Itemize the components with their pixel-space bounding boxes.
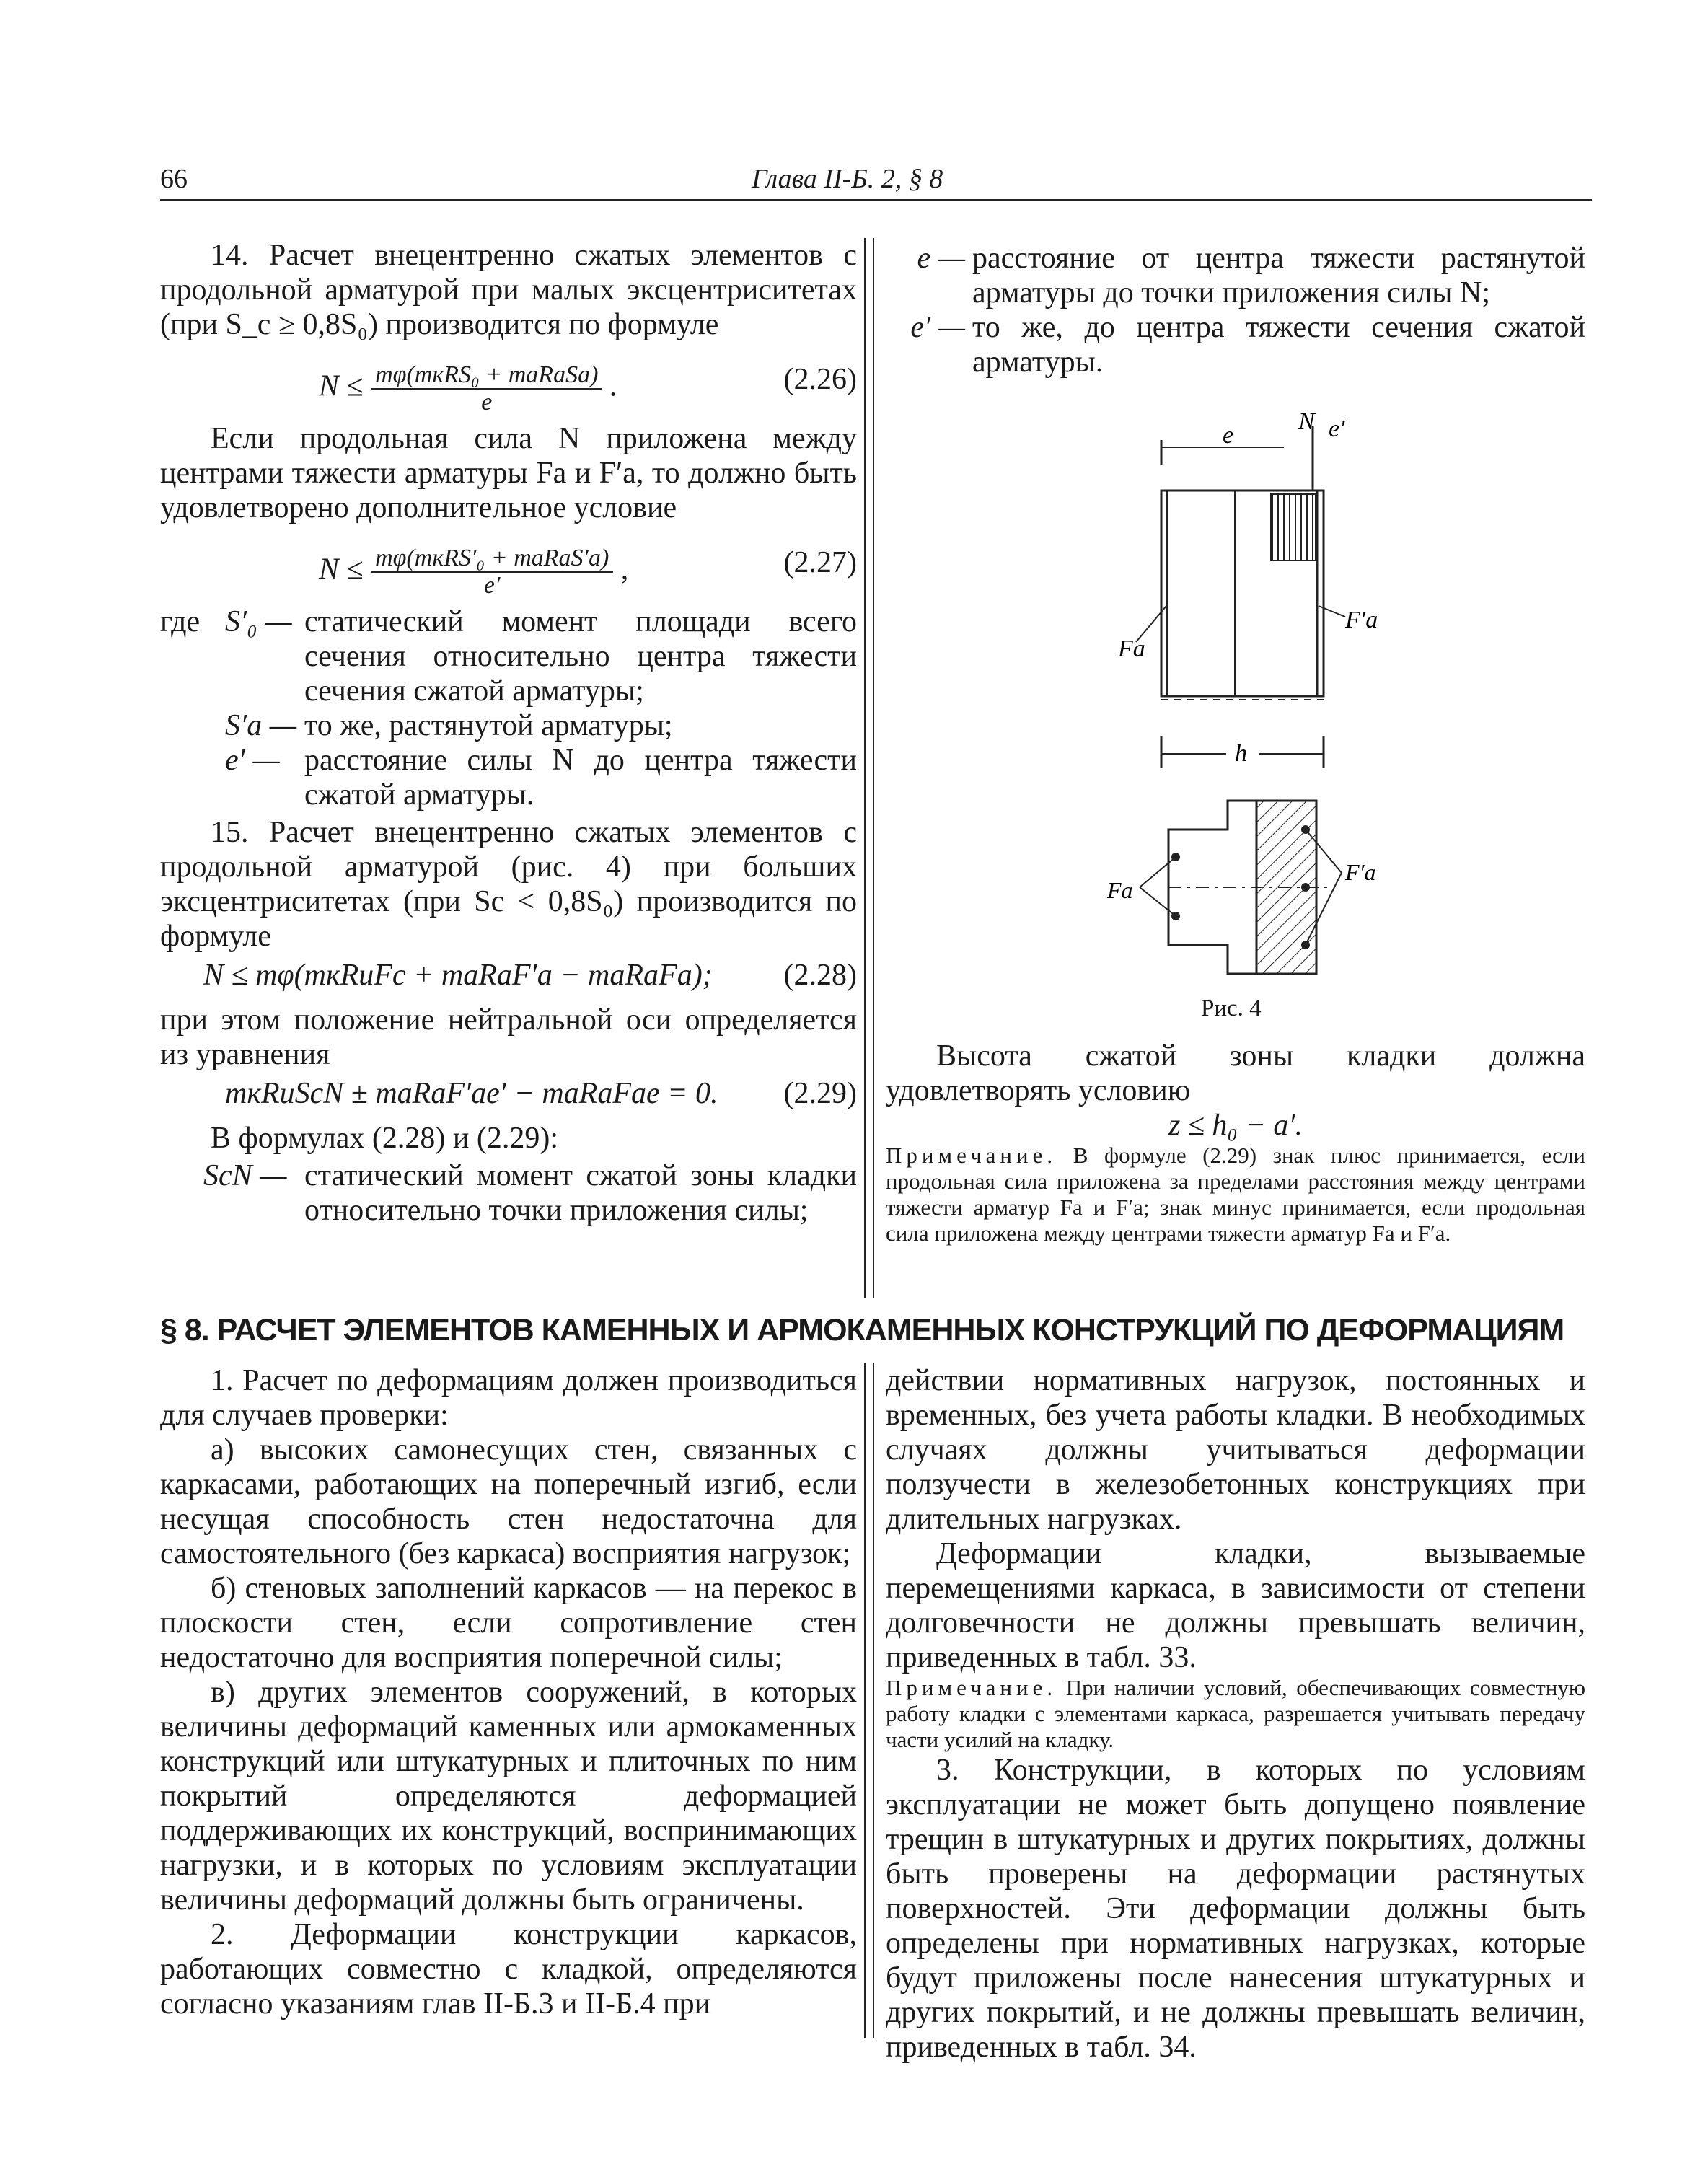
definition-text: статический момент площади всего сечения относительно центра тяжести сечения сжатой арматуры; bbox=[304, 605, 857, 708]
formula-denominator: e′ bbox=[483, 572, 501, 599]
definition-text: расстояние от центра тяжести растянутой арматуры до точки приложения силы N; bbox=[972, 242, 1585, 309]
left-column-bottom bbox=[160, 1363, 857, 2021]
figure-caption: Рис. 4 bbox=[1201, 995, 1262, 1021]
definition-row bbox=[886, 241, 1585, 310]
definition-symbol: S′a — bbox=[225, 709, 297, 742]
right-column-top bbox=[886, 238, 1585, 382]
paragraph-a: а) высоких самонесущих стен, связанных с каркасами, работающих на поперечный изгиб, если несущая способность стен недостаточна для самостоятельного (без каркаса) восприятия нагрузок; bbox=[160, 1433, 857, 1570]
condition-formula: z ≤ h₀ − a′. bbox=[1168, 1109, 1303, 1142]
note-label: Примечание. bbox=[886, 1143, 1057, 1168]
where-label: где bbox=[160, 605, 201, 638]
definition-text: статический момент сжатой зоны кладки относительно точки приложения силы; bbox=[304, 1159, 857, 1227]
formula-denominator: e bbox=[481, 389, 493, 415]
definition-row bbox=[160, 604, 857, 708]
formula-tail: , bbox=[620, 553, 629, 586]
formula-body: mкRиScN ± maRaF′ae′ − maRaFae = 0. bbox=[225, 1077, 718, 1110]
definition-row bbox=[886, 310, 1585, 379]
definition-text: то же, до центра тяжести сечения сжатой арматуры. bbox=[972, 311, 1585, 379]
formula-2-29 bbox=[160, 1076, 857, 1117]
definition-row bbox=[160, 743, 857, 812]
section-heading: § 8. РАСЧЕТ ЭЛЕМЕНТОВ КАМЕННЫХ И АРМОКАМЕННЫХ КОНСТРУКЦИЙ ПО ДЕФОРМАЦИЯМ bbox=[160, 1313, 1564, 1347]
label-Fa-prime: F′a bbox=[1345, 859, 1376, 885]
paragraph-14: 14. Расчет внецентренно сжатых элементов с продольной арматурой при малых эксцентриситетах (при S_c ≥ 0,8S₀) производится по формуле bbox=[160, 239, 857, 341]
note-text: В формуле (2.29) знак плюс принимается, если продольная сила приложена за пределами расстояния между центрами тяжести арматур Fa и F′a; знак минус принимается, если продольная сила приложена между центрами тяжести арматур Fa и F′a. bbox=[886, 1143, 1585, 1246]
formula-lhs: N ≤ bbox=[319, 369, 364, 403]
paragraph-deformations: Деформации кладки, вызываемые перемещениями каркаса, в зависимости от степени долговечности не должны превышать величин, приведенных в табл. 33. bbox=[886, 1537, 1585, 1674]
formula-numerator: mφ(mкRS′₀ + maRaS′a) bbox=[371, 545, 613, 573]
page-header bbox=[160, 164, 1592, 201]
paragraph-condition: Если продольная сила N приложена между центрами тяжести арматуры Fa и F′a, то должно быть удовлетворено дополнительное условие bbox=[160, 422, 857, 524]
formula-numerator: mφ(mкRS₀ + maRaSa) bbox=[371, 362, 602, 390]
paragraph-continuation: действии нормативных нагрузок, постоянных и временных, без учета работы кладки. В необходимых случаях должны учитываться деформации ползучести в железобетонных конструкциях при длительных нагрузках. bbox=[886, 1364, 1585, 1536]
dimension-h bbox=[1161, 736, 1324, 768]
formula-tail: . bbox=[609, 369, 618, 403]
definition-symbol: e′ — bbox=[225, 744, 280, 777]
label-N: N bbox=[1298, 411, 1315, 435]
right-column-bottom bbox=[886, 1363, 1585, 2064]
formula-number: (2.29) bbox=[783, 1077, 857, 1110]
formula-body: N ≤ mφ(mкRиFc + maRaF′a − maRaFa); bbox=[203, 959, 713, 992]
definitions-list-1 bbox=[160, 604, 857, 812]
paragraph-v: в) других элементов сооружений, в которых величины деформаций каменных или армокаменных конструкций или штукатурных и плиточных по ним покрытий определяются деформацией поддерживающих их конструкций, воспринимающих нагрузки, и в которых по условиям эксплуатации величины деформаций должны быть ограничены. bbox=[160, 1676, 857, 1917]
column-divider-top bbox=[864, 238, 874, 1298]
paragraph-3: 3. Конструкции, в которых по условиям эксплуатации не может быть допущено появление трещин в штукатурных и других покрытиях, должны быть проверены на деформации растянутых поверхностей. Эти деформации должны быть определены при нормативных нагрузках, которые будут приложены после нанесения штукатурных и других покрытий, и не должны превышать величин, приведенных в табл. 34. bbox=[886, 1754, 1585, 2064]
formula-number: (2.28) bbox=[783, 959, 857, 992]
label-e: e bbox=[1223, 422, 1234, 449]
formula-2-28 bbox=[160, 958, 857, 998]
paragraph-compressed-zone: Высота сжатой зоны кладки должна удовлетворять условию bbox=[886, 1039, 1585, 1107]
paragraph-neutral-axis: при этом положение нейтральной оси определяется из уравнения bbox=[160, 1003, 857, 1071]
label-e-prime: e′ bbox=[1329, 415, 1345, 442]
left-column-top bbox=[160, 238, 857, 1231]
dimension-e bbox=[1161, 411, 1345, 491]
formula-number: (2.27) bbox=[783, 546, 857, 579]
page-number: 66 bbox=[160, 164, 188, 194]
column-divider-bottom bbox=[864, 1363, 874, 2038]
right-column-after-figure bbox=[886, 1039, 1585, 1246]
definition-symbol: S′₀ — bbox=[225, 605, 292, 638]
definition-symbol: e′ — bbox=[910, 311, 965, 344]
paragraph-15: 15. Расчет внецентренно сжатых элементов с продольной арматурой (рис. 4) при больших эксцентриситетах (при Sc < 0,8S₀) производится по формуле bbox=[160, 816, 857, 953]
note-text: При наличии условий, обеспечивающих совместную работу кладки с элементами каркаса, разрешается учитывать передачу части усилий на кладку. bbox=[886, 1675, 1585, 1752]
label-Fa: Fa bbox=[1118, 635, 1145, 662]
chapter-reference: Глава II-Б. 2, § 8 bbox=[752, 164, 943, 194]
figure-4 bbox=[1068, 411, 1443, 1003]
paragraph-1: 1. Расчет по деформациям должен производиться для случаев проверки: bbox=[160, 1364, 857, 1432]
cross-section-view bbox=[1106, 801, 1376, 974]
formula-2-27 bbox=[160, 532, 857, 597]
note-2-29 bbox=[886, 1143, 1585, 1246]
elevation-view bbox=[1117, 491, 1378, 700]
definition-symbol: e — bbox=[917, 242, 965, 275]
definitions-list-2 bbox=[160, 1158, 857, 1228]
formula-2-26 bbox=[160, 349, 857, 414]
note-label: Примечание. bbox=[886, 1675, 1057, 1700]
paragraph-b: б) стеновых заполнений каркасов — на перекос в плоскости стен, если сопротивление стен недостаточно для восприятия поперечной силы; bbox=[160, 1572, 857, 1674]
label-h: h bbox=[1235, 740, 1247, 767]
label-Fa-prime: F′a bbox=[1345, 607, 1378, 633]
paragraph-in-formulas: В формулах (2.28) и (2.29): bbox=[211, 1122, 559, 1155]
note-combined-work bbox=[886, 1675, 1585, 1753]
formula-lhs: N ≤ bbox=[319, 553, 364, 586]
definition-row bbox=[160, 708, 857, 743]
definition-text: то же, растянутой арматуры; bbox=[304, 709, 673, 742]
formula-number: (2.26) bbox=[783, 363, 857, 396]
definitions-list-3 bbox=[886, 241, 1585, 379]
paragraph-2: 2. Деформации конструкции каркасов, работающих совместно с кладкой, определяются согласно указаниям глав II-Б.3 и II-Б.4 при bbox=[160, 1918, 857, 2020]
definition-row bbox=[160, 1158, 857, 1228]
label-Fa: Fa bbox=[1107, 877, 1133, 903]
definition-text: расстояние силы N до центра тяжести сжатой арматуры. bbox=[304, 744, 857, 812]
definition-symbol: ScN — bbox=[203, 1159, 287, 1192]
